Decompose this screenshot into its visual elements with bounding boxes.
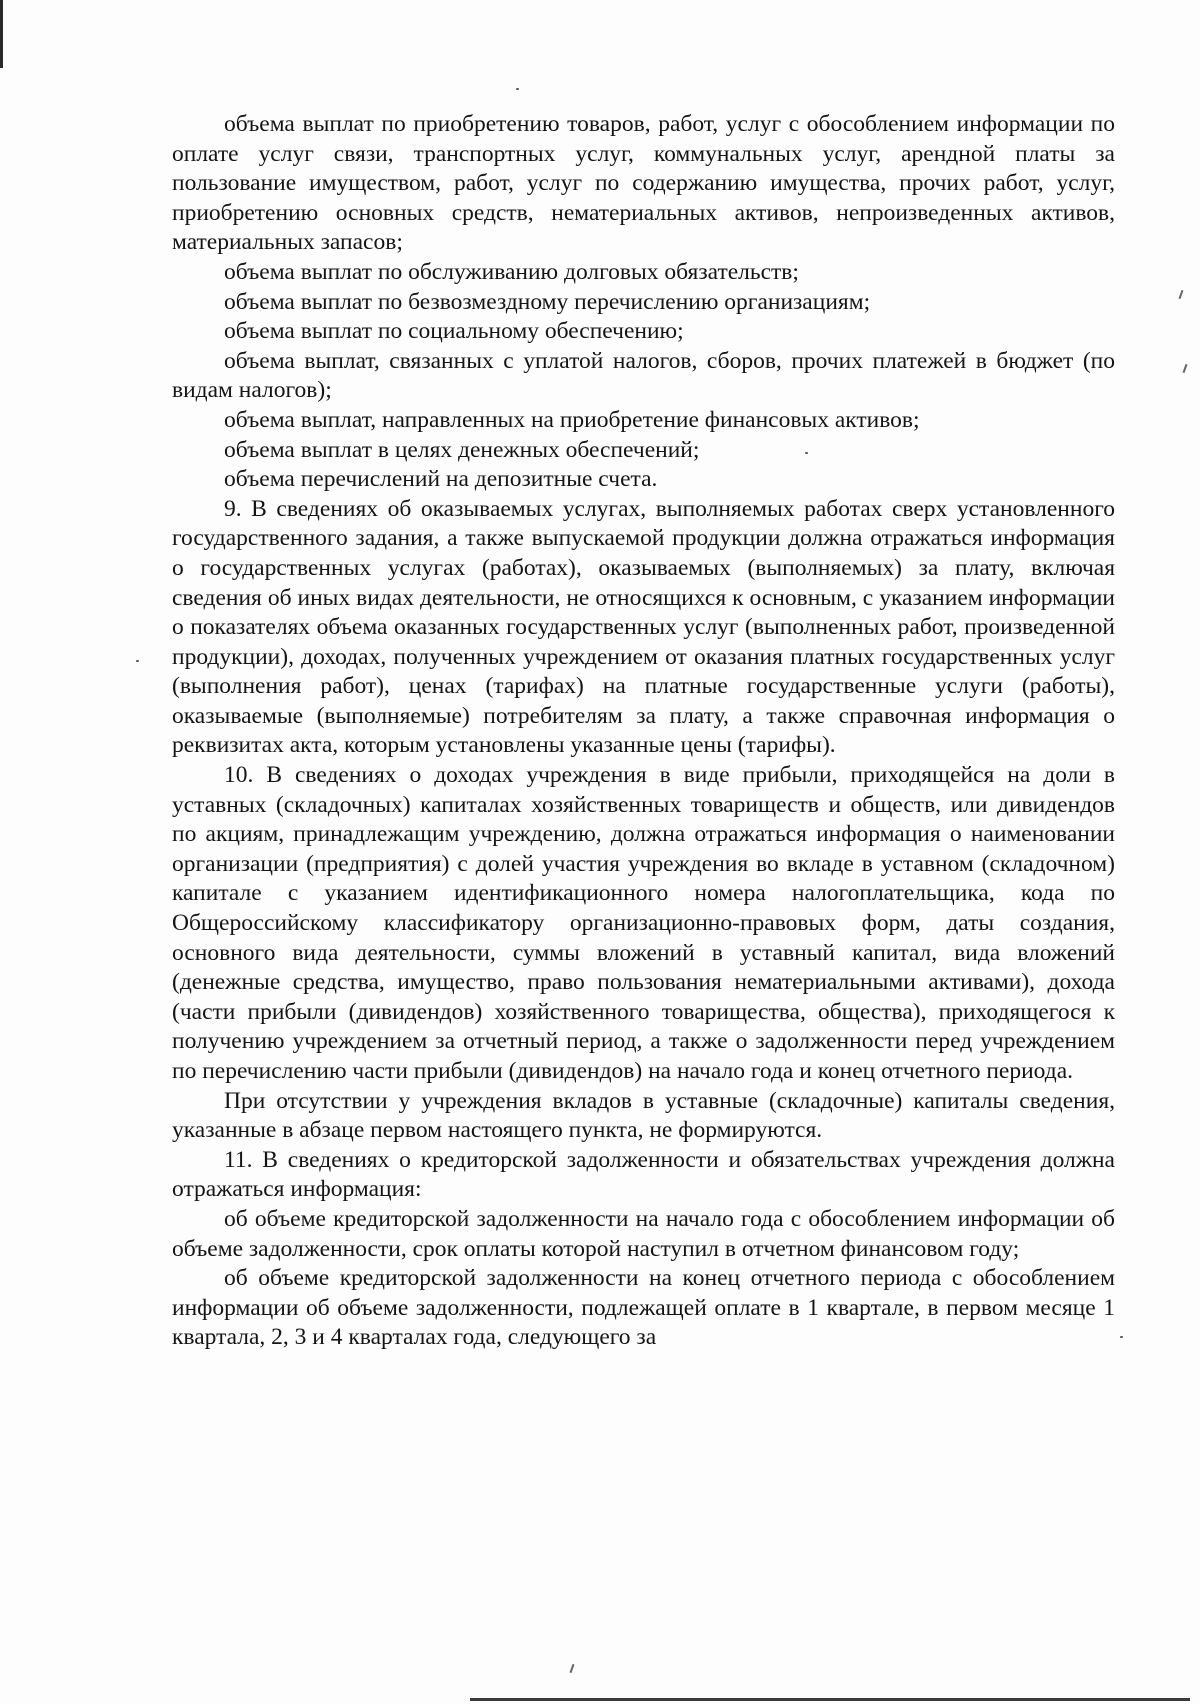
paragraph-taxes: объема выплат, связанных с уплатой налогов, сборов, прочих платежей в бюджет (по видам налогов);: [172, 347, 1115, 404]
paragraph-deposit-accounts: объема перечислений на депозитные счета.: [224, 466, 658, 493]
scan-edge-bottom: [470, 1698, 1190, 1701]
scan-mark: [1179, 290, 1184, 299]
paragraph-payments-goods: объема выплат по приобретению товаров, работ, услуг с обособлением информации по оплате услуг связи, транспортных услуг, коммунальных услуг, арендной платы за пользование имуществом, работ, услуг по содержанию имущества, прочих работ, услуг, приобретению основных средств, нематериальных активов, непроизведенных активов, материальных запасов;: [172, 111, 1115, 256]
paragraph-item-11: 11. В сведениях о кредиторской задолженности и обязательствах учреждения должна отражаться информация:: [172, 1146, 1115, 1203]
paragraph-gratuitous-transfer: объема выплат по безвозмездному перечислению организациям;: [224, 288, 871, 315]
scan-mark: [570, 1664, 575, 1673]
document-body: [172, 110, 1115, 1353]
paragraph-item-9: 9. В сведениях об оказываемых услугах, выполняемых работах сверх установленного государственного задания, а также выпускаемой продукции должна отражаться информация о государственных услугах (работах), оказываемых (выполняемых) за плату, включая сведения об иных видах деятельности, не относящихся к основным, с указанием информации о показателях объема оказанных государственных услуг (выполненных работ, произведенной продукции), доходах, полученных учреждением от оказания платных государственных услуг (выполнения работ), ценах (тарифах) на платные государственные услуги (работы), оказываемые (выполняемые) потребителям за плату, а также справочная информация о реквизитах акта, которым установлены указанные цены (тарифы).: [172, 495, 1115, 759]
scan-speck: [1120, 1336, 1123, 1338]
scan-edge-left: [0, 0, 3, 68]
paragraph-payables-end: об объеме кредиторской задолженности на конец отчетного периода с обособлением информации об объеме задолженности, подлежащей оплате в 1 квартале, в первом месяце 1 квартала, 2, 3 и 4 кварталах года, следующего за: [172, 1265, 1115, 1351]
scan-mark: [1183, 364, 1188, 373]
scan-speck: [516, 88, 519, 90]
paragraph-payables-start: об объеме кредиторской задолженности на начало года с обособлением информации об объеме задолженности, срок оплаты которой наступил в отчетном финансовом году;: [172, 1205, 1115, 1262]
paragraph-item-10: 10. В сведениях о доходах учреждения в виде прибыли, приходящейся на доли в уставных (складочных) капиталах хозяйственных товариществ и обществ, или дивидендов по акциям, принадлежащим учреждению, должна отражаться информация о наименовании организации (предприятия) с долей участия учреждения во вкладе в уставном (складочном) капитале с указанием идентификационного номера налогоплательщика, кода по Общероссийскому классификатору организационно-правовых форм, даты создания, основного вида деятельности, суммы вложений в уставный капитал, вида вложений (денежные средства, имущество, право пользования нематериальными активами), дохода (части прибыли (дивидендов) хозяйственного товарищества, общества), приходящегося к получению учреждением за отчетный период, а также о задолженности перед учреждением по перечислению части прибыли (дивидендов) на начало года и конец отчетного периода.: [172, 762, 1115, 1084]
paragraph-debt-service: объема выплат по обслуживанию долговых обязательств;: [224, 258, 799, 285]
scan-speck: [136, 660, 139, 662]
paragraph-cash-collateral: объема выплат в целях денежных обеспечений;: [224, 436, 700, 463]
scan-speck: [805, 452, 808, 454]
paragraph-social-security: объема выплат по социальному обеспечению;: [224, 318, 684, 345]
paragraph-financial-assets: объема выплат, направленных на приобретение финансовых активов;: [224, 406, 920, 433]
paragraph-no-contributions: При отсутствии у учреждения вкладов в уставные (складочные) капиталы сведения, указанные в абзаце первом настоящего пункта, не формируются.: [172, 1087, 1115, 1144]
